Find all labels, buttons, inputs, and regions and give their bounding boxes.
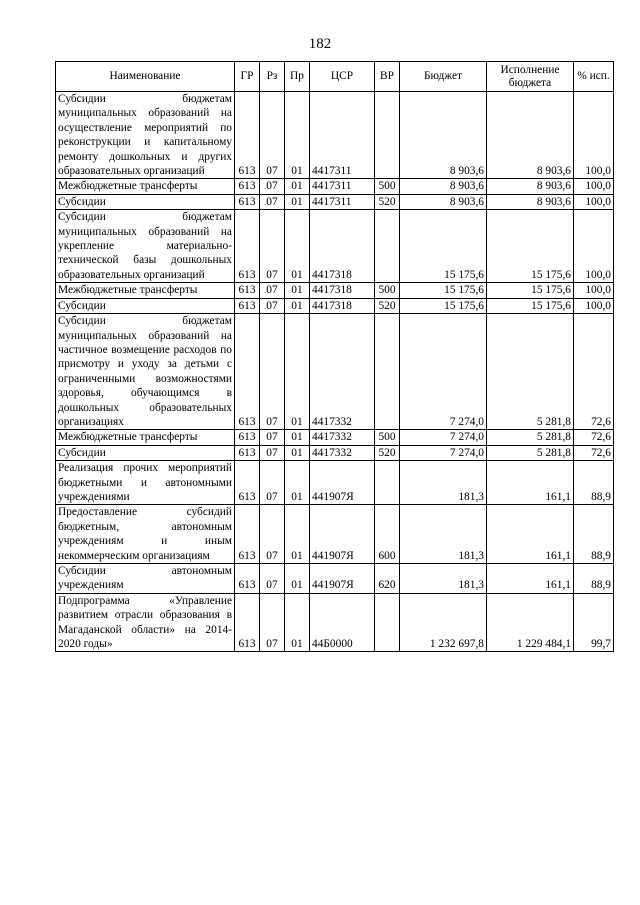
cell-name: Субсидии бюджетам муниципальных образований на укрепление материально-технической базы дошкольных образовательных организаций xyxy=(56,210,235,283)
cell-execution: 8 903,6 xyxy=(487,194,574,209)
cell-csr: 4417332 xyxy=(310,430,375,445)
cell-vr: 620 xyxy=(375,564,400,594)
cell-name: Субсидии xyxy=(56,445,235,460)
cell-rz: 07 xyxy=(260,283,285,298)
cell-budget: 15 175,6 xyxy=(400,210,487,283)
header-pr: Пр xyxy=(285,62,310,92)
table-row xyxy=(56,283,614,298)
cell-rz: 07 xyxy=(260,445,285,460)
cell-csr: 4417332 xyxy=(310,445,375,460)
cell-percent: 100,0 xyxy=(574,194,614,209)
cell-gr: 613 xyxy=(235,564,260,594)
page-number: 182 xyxy=(308,36,332,52)
cell-budget: 181,3 xyxy=(400,461,487,505)
cell-pr: 01 xyxy=(285,593,310,652)
cell-vr xyxy=(375,461,400,505)
cell-execution: 15 175,6 xyxy=(487,210,574,283)
cell-rz: 07 xyxy=(260,298,285,313)
cell-execution: 5 281,8 xyxy=(487,430,574,445)
cell-name: Субсидии xyxy=(56,298,235,313)
cell-csr: 4417318 xyxy=(310,298,375,313)
table-row xyxy=(56,445,614,460)
cell-percent: 100,0 xyxy=(574,298,614,313)
cell-pr: 01 xyxy=(285,445,310,460)
cell-csr: 441907Я xyxy=(310,461,375,505)
cell-csr: 44Б0000 xyxy=(310,593,375,652)
cell-name: Субсидии бюджетам муниципальных образований на осуществление мероприятий по реконструкции и капитальному ремонту дошкольных и других образовательных организаций xyxy=(56,92,235,179)
cell-vr: 520 xyxy=(375,445,400,460)
cell-gr: 613 xyxy=(235,179,260,194)
cell-pr: 01 xyxy=(285,564,310,594)
cell-pr: 01 xyxy=(285,298,310,313)
header-vr: ВР xyxy=(375,62,400,92)
cell-budget: 7 274,0 xyxy=(400,445,487,460)
cell-gr: 613 xyxy=(235,283,260,298)
cell-gr: 613 xyxy=(235,210,260,283)
cell-gr: 613 xyxy=(235,194,260,209)
cell-name: Подпрограмма «Управление развитием отрасли образования в Магаданской области» на 2014-2020 годы» xyxy=(56,593,235,652)
cell-csr: 441907Я xyxy=(310,505,375,564)
cell-csr: 4417318 xyxy=(310,283,375,298)
table-row xyxy=(56,461,614,505)
table-row xyxy=(56,92,614,179)
cell-percent: 72,6 xyxy=(574,445,614,460)
cell-percent: 88,9 xyxy=(574,564,614,594)
cell-name: Субсидии автономным учреждениям xyxy=(56,564,235,594)
cell-percent: 88,9 xyxy=(574,505,614,564)
cell-gr: 613 xyxy=(235,505,260,564)
cell-budget: 15 175,6 xyxy=(400,283,487,298)
cell-vr xyxy=(375,210,400,283)
cell-pr: 01 xyxy=(285,92,310,179)
cell-csr: 4417311 xyxy=(310,179,375,194)
header-execution: Исполнение бюджета xyxy=(487,62,574,92)
cell-vr: 600 xyxy=(375,505,400,564)
header-csr: ЦСР xyxy=(310,62,375,92)
cell-vr xyxy=(375,593,400,652)
cell-gr: 613 xyxy=(235,298,260,313)
cell-vr xyxy=(375,314,400,430)
cell-rz: 07 xyxy=(260,564,285,594)
cell-execution: 8 903,6 xyxy=(487,92,574,179)
cell-csr: 4417332 xyxy=(310,314,375,430)
table-row xyxy=(56,593,614,652)
table-row xyxy=(56,430,614,445)
cell-name: Субсидии бюджетам муниципальных образований на частичное возмещение расходов по присмотру и уходу за детьми с ограниченными возможностями здоровья, обучающимся в дошкольных образовательных организациях xyxy=(56,314,235,430)
cell-vr: 520 xyxy=(375,298,400,313)
cell-csr: 4417311 xyxy=(310,92,375,179)
cell-execution: 161,1 xyxy=(487,564,574,594)
cell-rz: 07 xyxy=(260,461,285,505)
cell-vr: 500 xyxy=(375,179,400,194)
cell-rz: 07 xyxy=(260,505,285,564)
cell-rz: 07 xyxy=(260,593,285,652)
cell-rz: 07 xyxy=(260,194,285,209)
cell-pr: 01 xyxy=(285,283,310,298)
cell-name: Реализация прочих мероприятий бюджетными и автономными учреждениями xyxy=(56,461,235,505)
cell-budget: 8 903,6 xyxy=(400,92,487,179)
cell-name: Межбюджетные трансферты xyxy=(56,283,235,298)
cell-gr: 613 xyxy=(235,593,260,652)
cell-budget: 7 274,0 xyxy=(400,314,487,430)
cell-name: Межбюджетные трансферты xyxy=(56,179,235,194)
cell-execution: 161,1 xyxy=(487,461,574,505)
cell-gr: 613 xyxy=(235,445,260,460)
cell-percent: 100,0 xyxy=(574,210,614,283)
header-rz: Рз xyxy=(260,62,285,92)
cell-percent: 99,7 xyxy=(574,593,614,652)
header-percent: % исп. xyxy=(574,62,614,92)
cell-rz: 07 xyxy=(260,179,285,194)
cell-execution: 15 175,6 xyxy=(487,298,574,313)
header-gr: ГР xyxy=(235,62,260,92)
table-row xyxy=(56,210,614,283)
cell-pr: 01 xyxy=(285,430,310,445)
cell-budget: 181,3 xyxy=(400,564,487,594)
cell-name: Субсидии xyxy=(56,194,235,209)
cell-gr: 613 xyxy=(235,461,260,505)
table-row xyxy=(56,298,614,313)
cell-execution: 5 281,8 xyxy=(487,445,574,460)
cell-pr: 01 xyxy=(285,505,310,564)
cell-percent: 100,0 xyxy=(574,92,614,179)
table-body xyxy=(56,92,614,652)
header-name: Наименование xyxy=(56,62,235,92)
cell-pr: 01 xyxy=(285,194,310,209)
table-row xyxy=(56,194,614,209)
cell-gr: 613 xyxy=(235,430,260,445)
cell-percent: 72,6 xyxy=(574,314,614,430)
cell-execution: 161,1 xyxy=(487,505,574,564)
cell-execution: 5 281,8 xyxy=(487,314,574,430)
cell-name: Предоставление субсидий бюджетным, автономным учреждениям и иным некоммерческим организациям xyxy=(56,505,235,564)
budget-table xyxy=(55,61,614,652)
cell-percent: 88,9 xyxy=(574,461,614,505)
cell-vr: 500 xyxy=(375,430,400,445)
cell-pr: 01 xyxy=(285,210,310,283)
cell-gr: 613 xyxy=(235,314,260,430)
cell-csr: 4417311 xyxy=(310,194,375,209)
cell-percent: 100,0 xyxy=(574,179,614,194)
cell-execution: 15 175,6 xyxy=(487,283,574,298)
cell-csr: 4417318 xyxy=(310,210,375,283)
cell-budget: 7 274,0 xyxy=(400,430,487,445)
cell-rz: 07 xyxy=(260,92,285,179)
cell-pr: 01 xyxy=(285,461,310,505)
cell-budget: 15 175,6 xyxy=(400,298,487,313)
cell-rz: 07 xyxy=(260,430,285,445)
cell-budget: 8 903,6 xyxy=(400,179,487,194)
cell-execution: 1 229 484,1 xyxy=(487,593,574,652)
cell-csr: 441907Я xyxy=(310,564,375,594)
cell-percent: 100,0 xyxy=(574,283,614,298)
cell-pr: 01 xyxy=(285,179,310,194)
cell-gr: 613 xyxy=(235,92,260,179)
cell-vr: 520 xyxy=(375,194,400,209)
cell-percent: 72,6 xyxy=(574,430,614,445)
table-row xyxy=(56,564,614,594)
table-row xyxy=(56,179,614,194)
cell-vr xyxy=(375,92,400,179)
header-budget: Бюджет xyxy=(400,62,487,92)
cell-budget: 1 232 697,8 xyxy=(400,593,487,652)
cell-rz: 07 xyxy=(260,314,285,430)
cell-pr: 01 xyxy=(285,314,310,430)
cell-budget: 8 903,6 xyxy=(400,194,487,209)
table-header-row xyxy=(56,62,614,92)
cell-execution: 8 903,6 xyxy=(487,179,574,194)
cell-budget: 181,3 xyxy=(400,505,487,564)
cell-name: Межбюджетные трансферты xyxy=(56,430,235,445)
cell-vr: 500 xyxy=(375,283,400,298)
table-row xyxy=(56,505,614,564)
cell-rz: 07 xyxy=(260,210,285,283)
table-row xyxy=(56,314,614,430)
